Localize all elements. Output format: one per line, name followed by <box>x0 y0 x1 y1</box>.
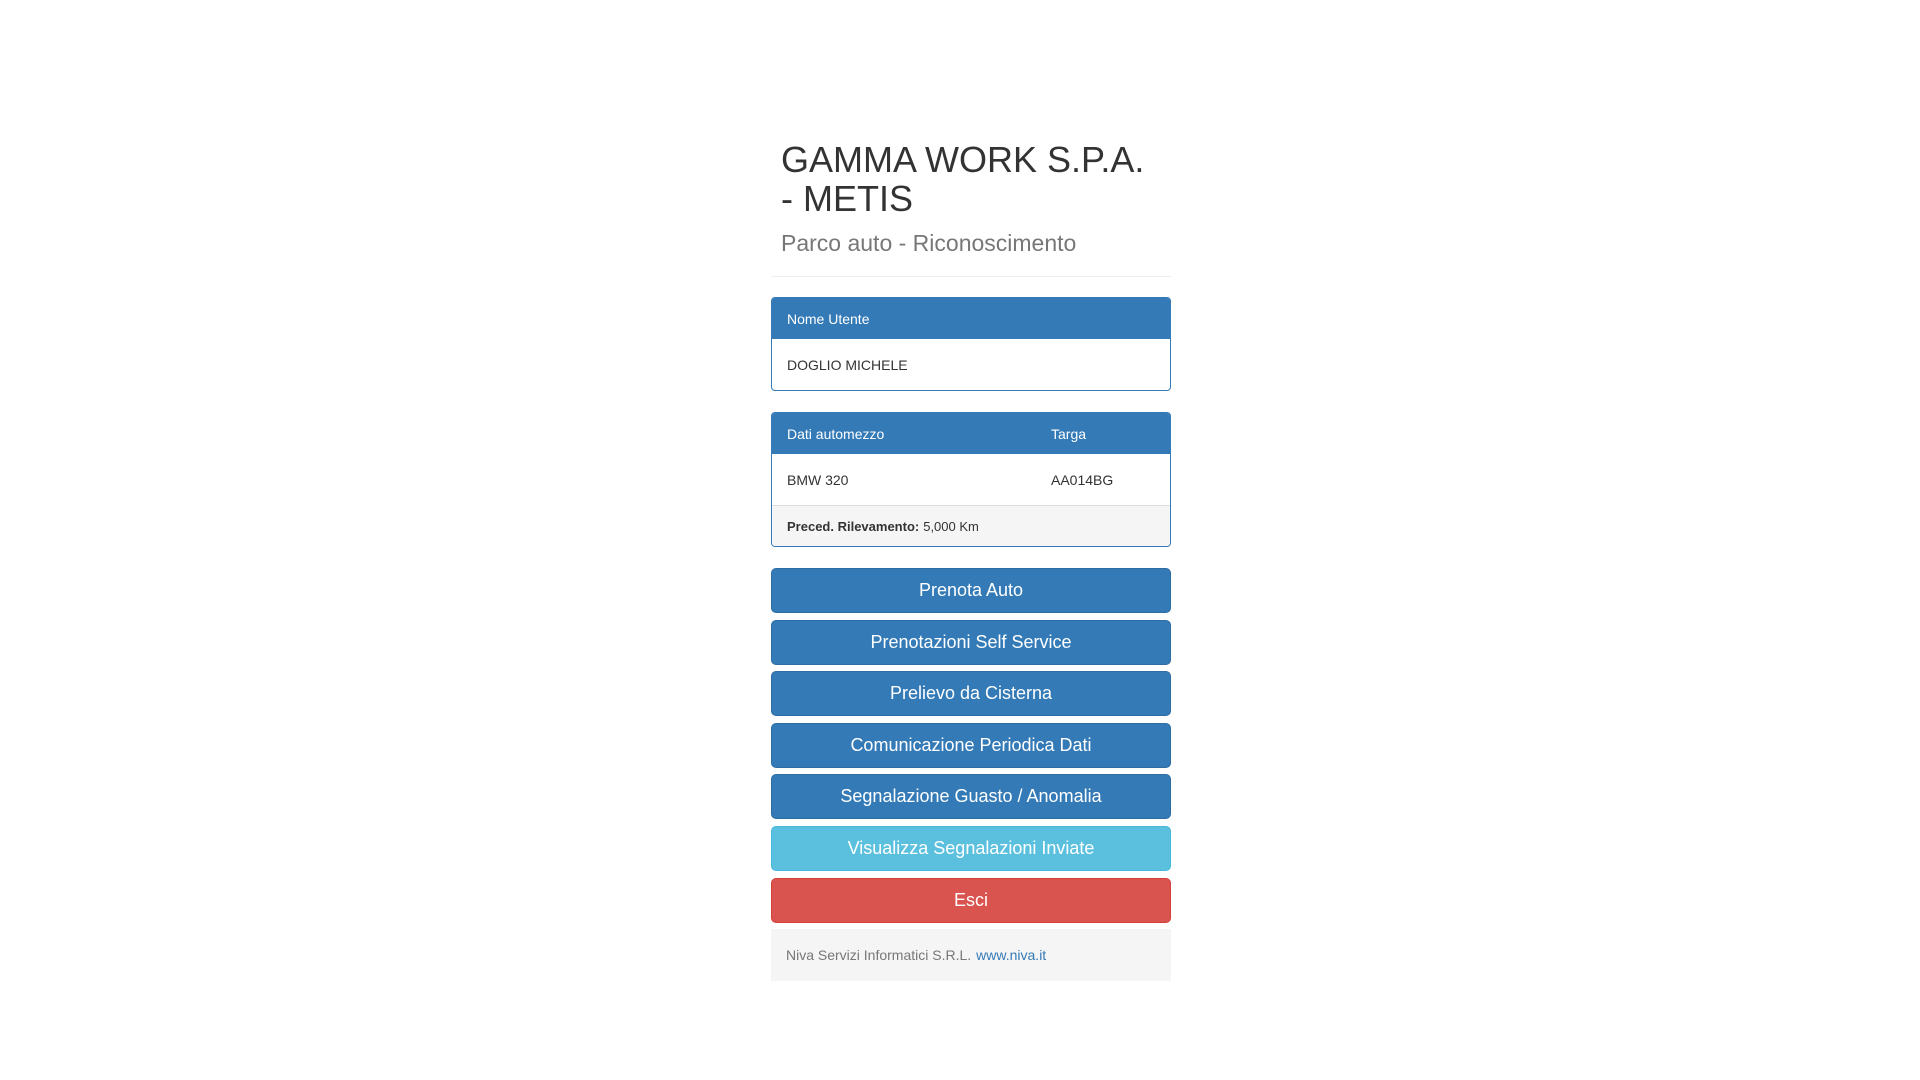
main-container <box>771 130 1171 981</box>
page-title-line1: GAMMA WORK S.P.A. <box>781 139 1145 180</box>
previous-reading-label: Preced. Rilevamento: <box>787 518 920 534</box>
user-panel <box>771 297 1171 391</box>
page-header <box>771 140 1171 277</box>
vehicle-plate: AA014BG <box>1051 471 1114 488</box>
user-name-value: DOGLIO MICHELE <box>787 356 908 373</box>
page-footer <box>771 929 1171 981</box>
page-title <box>781 140 1161 218</box>
esci-button[interactable]: Esci <box>771 878 1171 923</box>
user-panel-heading: Nome Utente <box>772 298 1170 339</box>
footer-company: Niva Servizi Informatici S.R.L. <box>786 947 972 964</box>
comunicazione-periodica-button[interactable]: Comunicazione Periodica Dati <box>771 723 1171 768</box>
vehicle-column-header: Dati automezzo <box>787 425 885 442</box>
page-subtitle: Parco auto - Riconoscimento <box>781 230 1077 256</box>
previous-reading <box>772 505 1170 546</box>
prelievo-cisterna-button[interactable]: Prelievo da Cisterna <box>771 671 1171 716</box>
plate-column-header: Targa <box>1051 425 1087 442</box>
vehicle-row <box>772 454 1170 505</box>
previous-reading-value: 5,000 Km <box>923 518 979 534</box>
vehicle-model: BMW 320 <box>787 471 849 488</box>
action-buttons <box>771 568 1171 923</box>
prenotazioni-self-service-button[interactable]: Prenotazioni Self Service <box>771 620 1171 665</box>
footer-link[interactable]: www.niva.it <box>976 947 1047 964</box>
vehicle-panel-heading <box>772 413 1170 454</box>
prenota-auto-button[interactable]: Prenota Auto <box>771 568 1171 613</box>
segnalazione-guasto-button[interactable]: Segnalazione Guasto / Anomalia <box>771 774 1171 819</box>
page-title-line2: - METIS <box>781 178 913 219</box>
vehicle-panel <box>771 412 1171 547</box>
visualizza-segnalazioni-button[interactable]: Visualizza Segnalazioni Inviate <box>771 826 1171 871</box>
